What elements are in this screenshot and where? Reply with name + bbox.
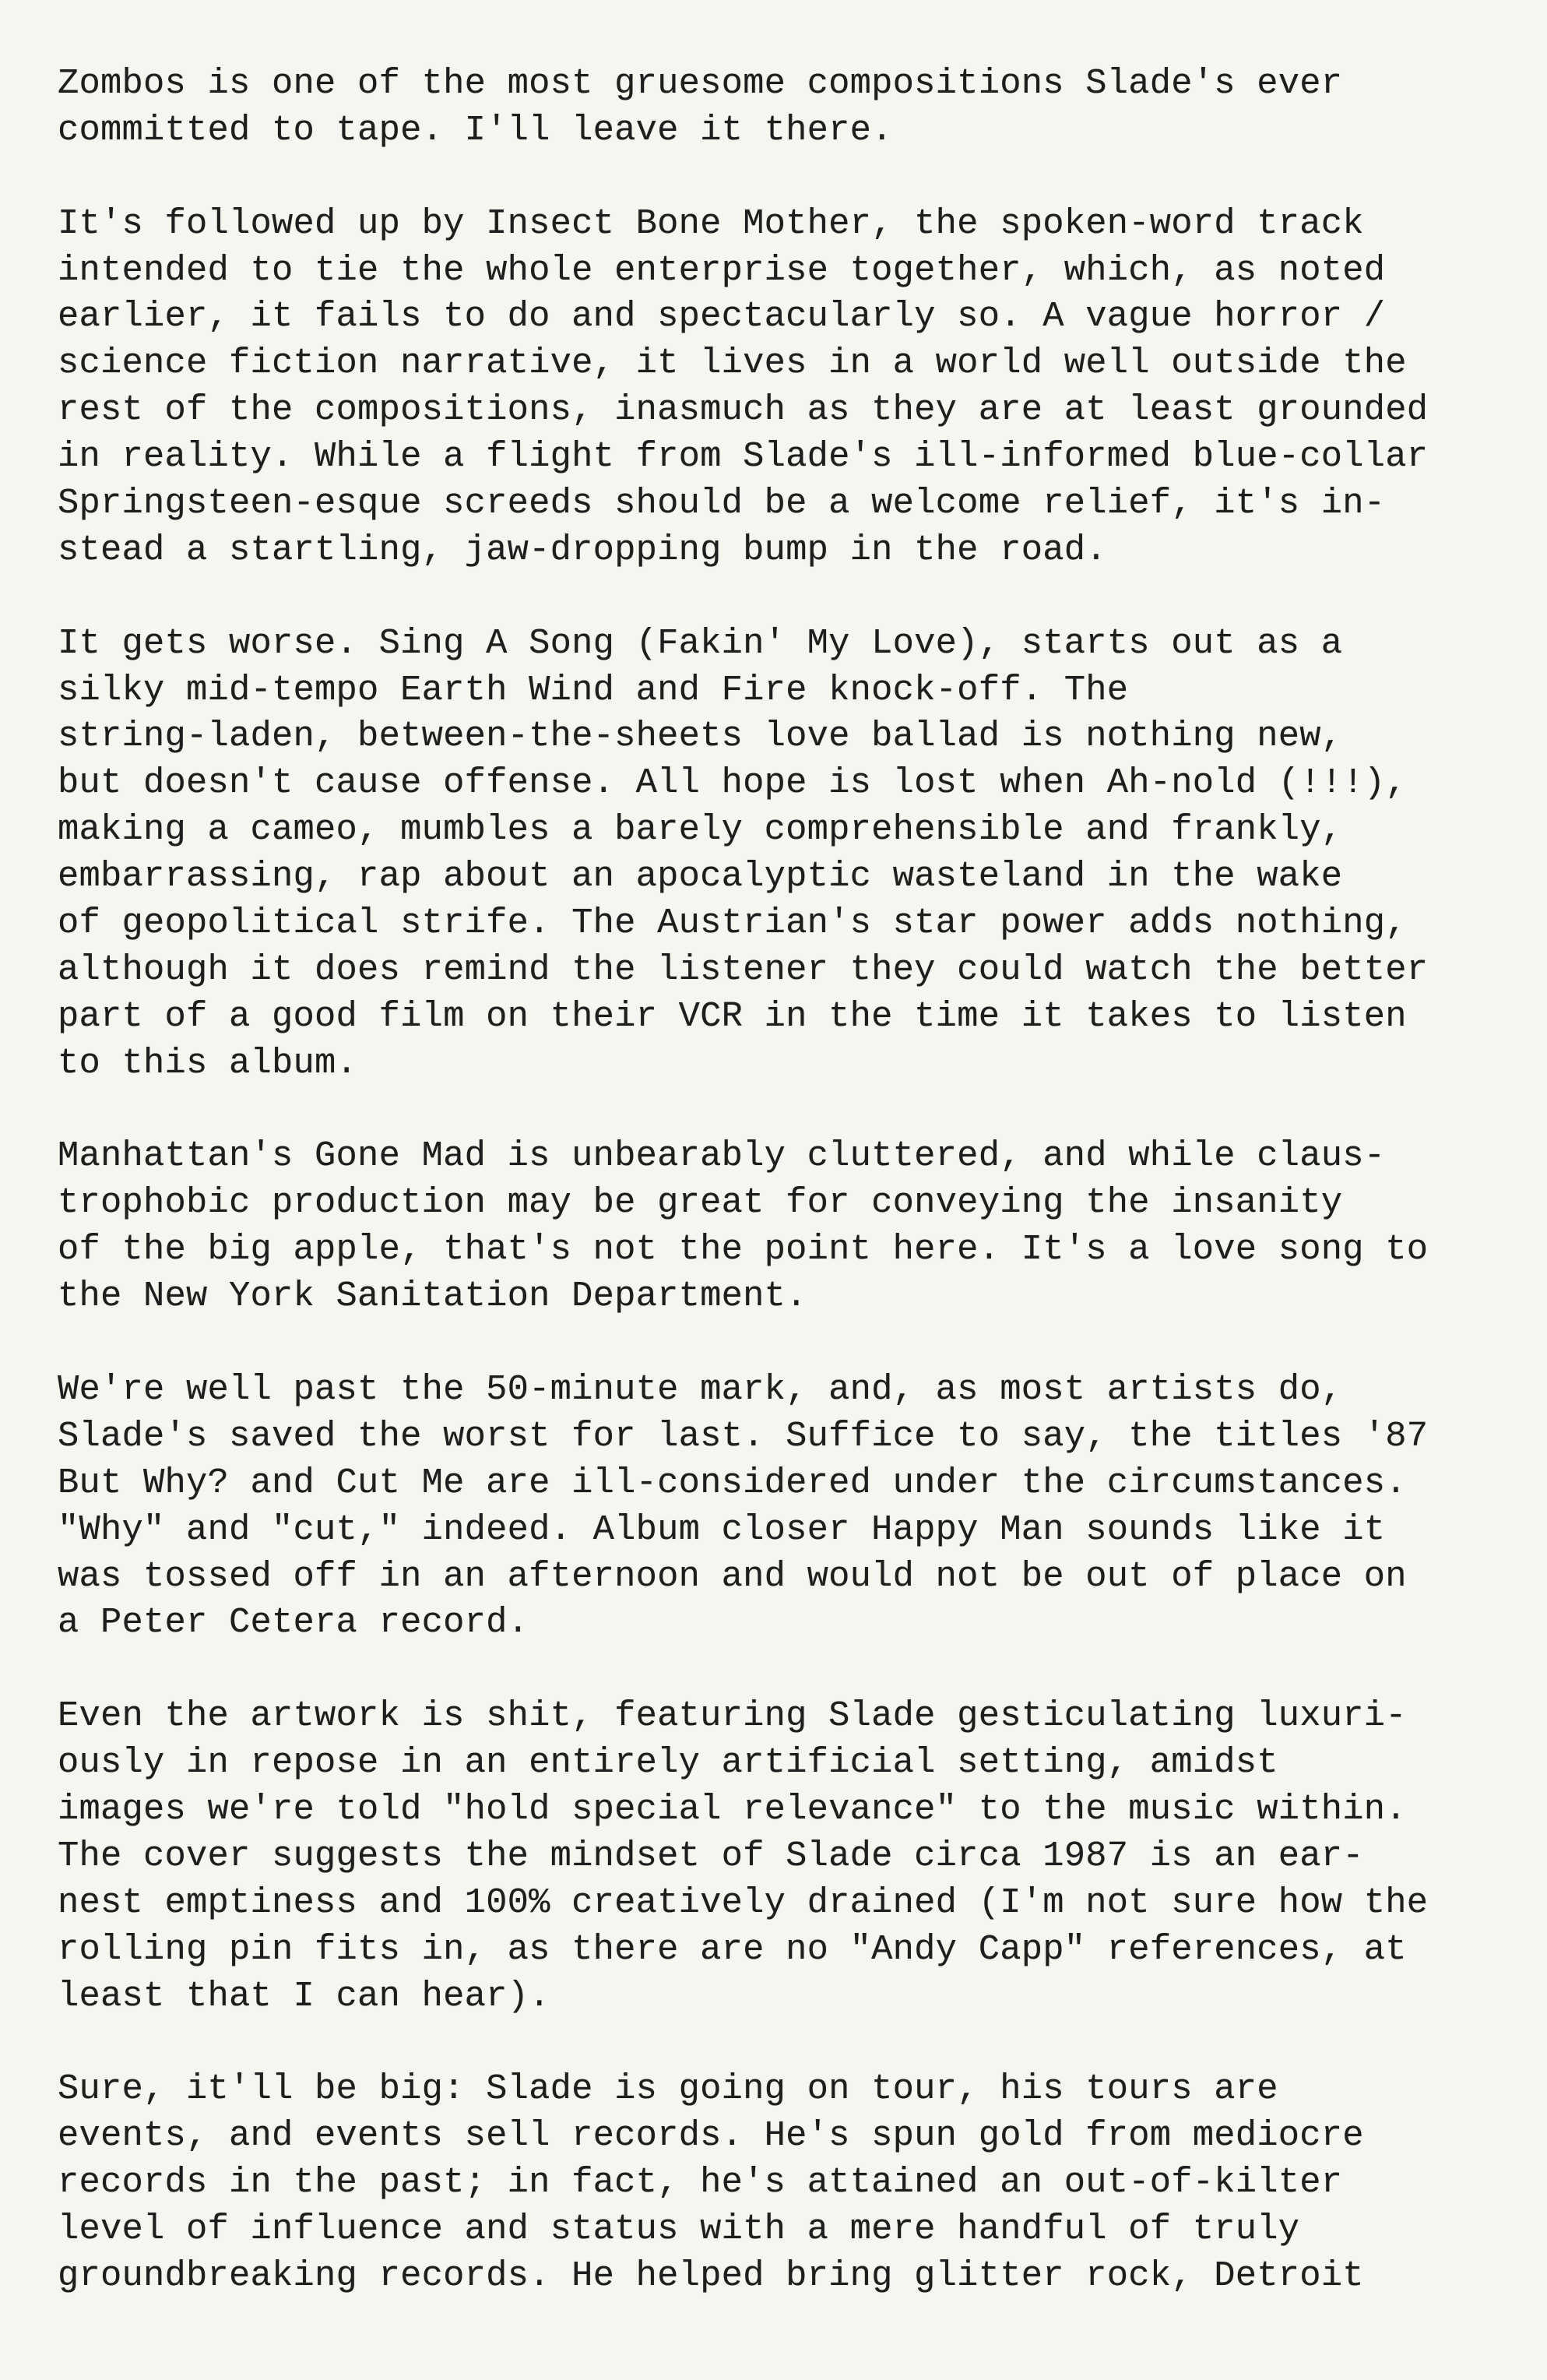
text-line: Springsteen-esque screeds should be a welcome relief, it's in- [58,483,1386,524]
text-line: But Why? and Cut Me are ill-considered under the circumstances. [58,1462,1407,1503]
paragraph-50-minute-mark [58,1367,1516,1646]
text-line: was tossed off in an afternoon and would not be out of place on [58,1555,1407,1597]
text-line: Zombos is one of the most gruesome compositions Slade's ever [58,63,1343,104]
text-line: The cover suggests the mindset of Slade circa 1987 is an ear- [58,1835,1364,1876]
text-line: It gets worse. Sing A Song (Fakin' My Love), starts out as a [58,622,1343,664]
text-line: of the big apple, that's not the point here. It's a love song to [58,1229,1429,1270]
text-line: earlier, it fails to do and spectacularly so. A vague horror / [58,296,1386,337]
text-line: rolling pin fits in, as there are no "Andy Capp" references, at [58,1928,1407,1970]
paragraph-insect-bone-mother [58,201,1516,574]
text-line: Sure, it'll be big: Slade is going on tour, his tours are [58,2068,1278,2110]
paragraph-manhattans-gone-mad [58,1133,1516,1320]
text-line: making a cameo, mumbles a barely comprehensible and frankly, [58,809,1343,850]
text-line: It's followed up by Insect Bone Mother, the spoken-word track [58,202,1364,244]
text-line: embarrassing, rap about an apocalyptic wasteland in the wake [58,856,1343,897]
text-line: intended to tie the whole enterprise together, which, as noted [58,249,1386,290]
paragraph-artwork [58,1693,1516,2019]
paragraph-going-on-tour [58,2066,1516,2299]
text-line: Manhattan's Gone Mad is unbearably cluttered, and while claus- [58,1135,1386,1177]
paragraph-zombos [58,61,1516,154]
text-line: stead a startling, jaw-dropping bump in the road. [58,529,1107,570]
text-line: but doesn't cause offense. All hope is lost when Ah-nold (!!!), [58,762,1407,804]
text-line: groundbreaking records. He helped bring glitter rock, Detroit [58,2255,1364,2296]
text-line: although it does remind the listener they could watch the better [58,949,1429,990]
text-line: of geopolitical strife. The Austrian's star power adds nothing, [58,903,1407,944]
text-line: "Why" and "cut," indeed. Album closer Happy Man sounds like it [58,1509,1386,1550]
text-line: silky mid-tempo Earth Wind and Fire knock-off. The [58,669,1129,710]
text-line: rest of the compositions, inasmuch as they are at least grounded [58,389,1429,431]
text-line: in reality. While a flight from Slade's ill-informed blue-collar [58,436,1429,477]
text-line: string-laden, between-the-sheets love ballad is nothing new, [58,716,1343,757]
text-line: part of a good film on their VCR in the time it takes to listen [58,995,1407,1037]
text-line: We're well past the 50-minute mark, and, as most artists do, [58,1368,1343,1410]
text-line: level of influence and status with a mere handful of truly [58,2208,1300,2249]
text-line: Slade's saved the worst for last. Suffice to say, the titles '87 [58,1415,1429,1456]
text-line: ously in repose in an entirely artificial setting, amidst [58,1742,1278,1783]
text-line: science fiction narrative, it lives in a world well outside the [58,343,1407,384]
text-line: the New York Sanitation Department. [58,1276,807,1317]
text-line: committed to tape. I'll leave it there. [58,109,893,150]
text-line: nest emptiness and 100% creatively drained (I'm not sure how the [58,1882,1429,1923]
text-line: least that I can hear). [58,1975,550,2016]
text-line: a Peter Cetera record. [58,1602,529,1643]
text-line: Even the artwork is shit, featuring Slade gesticulating luxuri- [58,1695,1407,1737]
text-line: to this album. [58,1042,358,1083]
text-line: trophobic production may be great for conveying the insanity [58,1182,1343,1223]
text-line: records in the past; in fact, he's attained an out-of-kilter [58,2162,1343,2203]
paragraph-sing-a-song [58,621,1516,1087]
text-line: images we're told "hold special relevance" to the music within. [58,1788,1407,1829]
text-line: events, and events sell records. He's spun gold from mediocre [58,2115,1364,2156]
